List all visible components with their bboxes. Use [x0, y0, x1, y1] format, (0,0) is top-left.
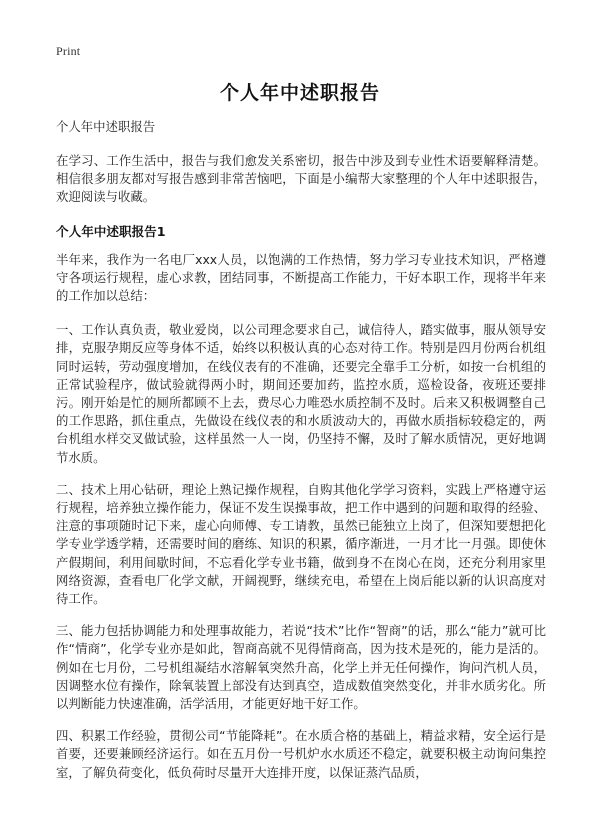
body-paragraph: 二、技术上用心钻研，理论上熟记操作规程，自购其他化学学习资料，实践上严格遵守运行规程，培养独立操作能力，保证不发生误操事故，把工作中遇到的问题和取得的经验、注意的事项随时记下来，虚心向师傅、专工请教，虽然已能独立上岗了，但深知要想把化学专业学透学精，还需要时间的磨练、知识的积累，循序渐进，一月才比一月强。即使休产假期间，利用间歇时间，不忘看化学专业书籍，做到身不在岗心在岗，还充分利用家里网络资源，查看电厂化学文献，开阔视野，继续充电，希望在上岗后能以新的认识高度对待工作。 [56, 481, 546, 607]
document-title: 个人年中述职报告 [219, 82, 380, 104]
document-body [56, 118, 546, 782]
body-paragraph: 一、工作认真负责，敬业爱岗，以公司理念要求自己，诚信待人，踏实做事，服从领导安排，克服孕期反应等身体不适，始终以积极认真的心态对待工作。特别是四月份两台机组同时运转，劳动强度增加，在线仪表有的不准确，还要完全靠手工分析，如按一台机组的正常试验程序，做试验就得两小时，期间还要加药，监控水质，巡检设备，夜班还要排污。刚开始是忙的厕所都顾不上去，费尽心力唯恐水质控制不及时。后来又积极调整自己的工作思路，抓住重点，先做设在线仪表的和水质波动大的，再做水质指标较稳定的，两台机组水样交叉做试验，这样虽然一人一岗，仍坚持不懈，及时了解水质情况，更好地调节水质。 [56, 322, 546, 465]
body-paragraph: 四、积累工作经验，贯彻公司“节能降耗”。在水质合格的基础上，精益求精，安全运行是首要，还要兼顾经济运行。如在五月份一号机炉水水质还不稳定，就要积极主动询问集控室，了解负荷变化，低负荷时尽量开大连排开度，以保证蒸汽品质， [56, 728, 546, 780]
document-subtitle: 个人年中述职报告 [56, 119, 156, 134]
section-heading: 个人年中述职报告1 [56, 223, 166, 239]
body-paragraph: 半年来，我作为一名电厂xxx人员，以饱满的工作热情，努力学习专业技术知识，严格遵守各项运行规程，虚心求教，团结同事，不断提高工作能力，干好本职工作，现将半年来的工作加以总结： [56, 251, 546, 304]
intro-paragraph: 在学习、工作生活中，报告与我们愈发关系密切，报告中涉及到专业性术语要解释清楚。相信很多朋友都对写报告感到非常苦恼吧，下面是小编帮大家整理的个人年中述职报告，欢迎阅读与收藏。 [56, 153, 546, 205]
print-label[interactable]: Print [56, 44, 81, 58]
body-paragraph: 三、能力包括协调能力和处理事故能力，若说“技术”比作“智商”的话，那么“能力”就可比作“情商”，化学专业亦是如此，智商高就不见得情商高，因为技术是死的，能力是活的。例如在七月份，二号机组凝结水溶解氧突然升高，化学上并无任何操作，询问汽机人员，因调整水位有操作，除氧装置上部没有达到真空，造成数值突然变化，并非水质劣化。所以判断能力快速准确，活学活用，才能更好地干好工作。 [56, 623, 546, 712]
